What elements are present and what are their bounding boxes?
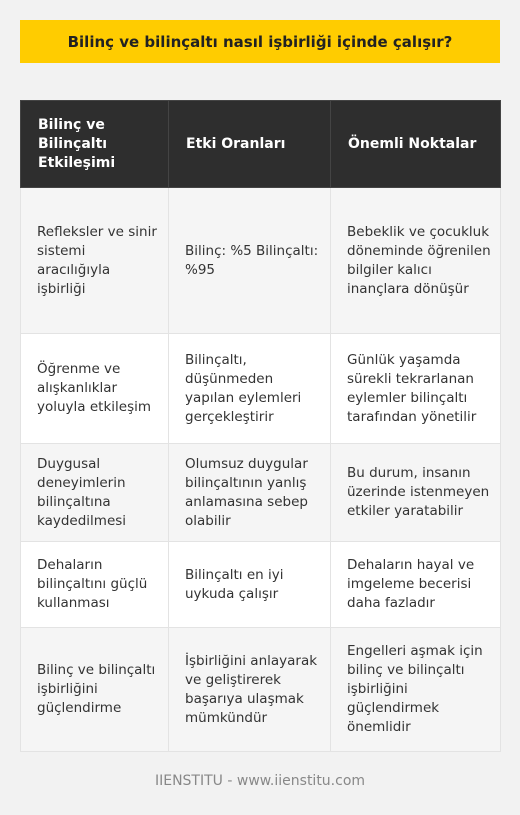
info-table: [20, 100, 501, 752]
column-header-rates: Etki Oranları: [169, 101, 331, 188]
column-header-interaction: Bilinç ve Bilinçaltı Etkileşimi: [21, 101, 169, 188]
table-cell: Bilinçaltı, düşünmeden yapılan eylemleri gerçekleştirir: [169, 334, 331, 444]
table-cell: [169, 188, 331, 334]
table-cell: Bebeklik ve çocukluk döneminde öğrenilen bilgiler kalıcı inançlara dönüşür: [331, 188, 501, 334]
title-banner: [20, 20, 500, 63]
table-row: [21, 188, 501, 334]
table-cell: Öğrenme ve alışkanlıklar yoluyla etkileşim: [21, 334, 169, 444]
table-row: [21, 628, 501, 752]
page-title: Bilinç ve bilinçaltı nasıl işbirliği içinde çalışır?: [67, 32, 453, 51]
table-cell: Bilinçaltı en iyi uykuda çalışır: [169, 542, 331, 628]
table-row: [21, 444, 501, 542]
table-cell: Dehaların hayal ve imgeleme becerisi daha fazladır: [331, 542, 501, 628]
table-cell: Olumsuz duygular bilinçaltının yanlış anlamasına sebep olabilir: [169, 444, 331, 542]
table-cell: Duygusal deneyimlerin bilinçaltına kaydedilmesi: [21, 444, 169, 542]
footer-credit: IIENSTITU - www.iienstitu.com: [154, 773, 366, 789]
table-header-row: [21, 101, 501, 188]
table-row: [21, 542, 501, 628]
table-cell: Günlük yaşamda sürekli tekrarlanan eylemler bilinçaltı tarafından yönetilir: [331, 334, 501, 444]
column-header-key-points: Önemli Noktalar: [331, 101, 501, 188]
table-cell: İşbirliğini anlayarak ve geliştirerek başarıya ulaşmak mümkündür: [169, 628, 331, 752]
rate-conscious: Bilinç: %5 Bilinçaltı: %95: [185, 242, 319, 278]
table-row: [21, 334, 501, 444]
table-cell: Bilinç ve bilinçaltı işbirliğini güçlendirme: [21, 628, 169, 752]
table-cell: Refleksler ve sinir sistemi aracılığıyla işbirliği: [21, 188, 169, 334]
table-cell: Engelleri aşmak için bilinç ve bilinçaltı işbirliğini güçlendirmek önemlidir: [331, 628, 501, 752]
table-cell: Dehaların bilinçaltını güçlü kullanması: [21, 542, 169, 628]
table-cell: Bu durum, insanın üzerinde istenmeyen etkiler yaratabilir: [331, 444, 501, 542]
